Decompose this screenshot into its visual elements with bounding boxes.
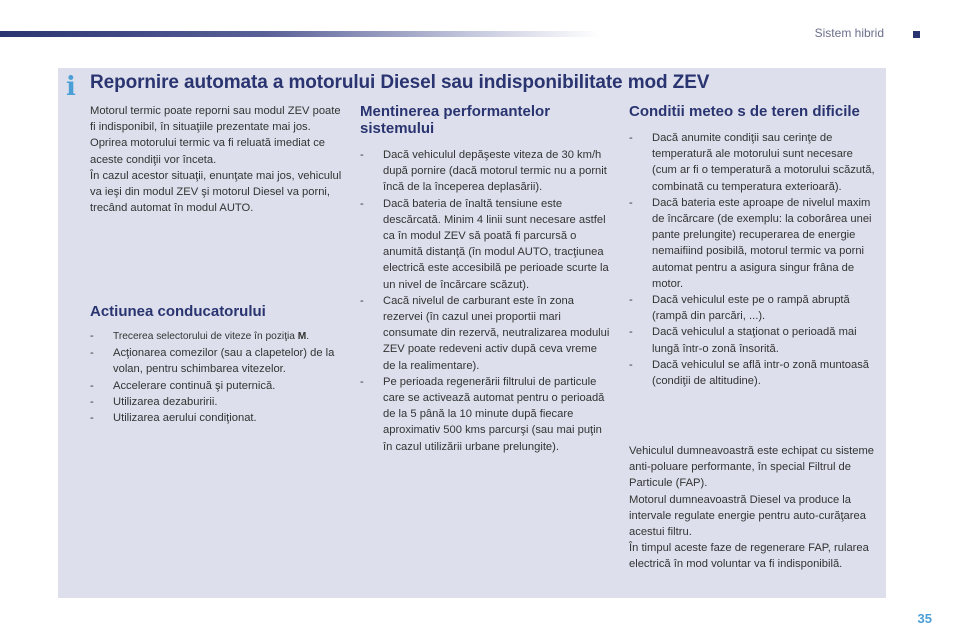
driver-action-section <box>90 303 346 426</box>
fap-paragraph-1: Vehiculul dumneavoastră este echipat cu sisteme anti-poluare performante, în special Filtrul de Particule (FAP). <box>629 445 875 490</box>
list-item: - Dacă bateria este aproape de nivelul maxim de încărcare (de exemplu: la coborârea unei pante prelungite) recuperarea de energie nemaifiind posibilă, motorul termic va porni automat pentru a asigura singur frâna de motor. <box>629 195 879 292</box>
weather-list <box>629 130 879 389</box>
list-item: - Accelerare continuă şi puternică. <box>90 378 346 394</box>
fap-note <box>629 443 879 573</box>
page-title: Repornire automata a motorului Diesel sau indisponibilitate mod ZEV <box>90 72 710 93</box>
intro-paragraph-3: În cazul acestor situaţii, enunţate mai jos, vehiculul va ieşi din modul ZEV şi motorul Diesel va porni, trecând automat în modul AUTO. <box>90 169 342 215</box>
performance-list <box>360 147 610 455</box>
performance-heading: Mentinerea performantelor sistemului <box>360 103 551 137</box>
list-item: - Acţionarea comezilor (sau a clapetelor) de la volan, pentru schimbarea vitezelor. <box>90 345 346 377</box>
list-item: - Dacă vehiculul se află intr-o zonă muntoasă (condiţii de altitudine). <box>629 357 879 389</box>
list-item: - Utilizarea aerului condiţionat. <box>90 410 346 426</box>
intro-column <box>90 103 346 216</box>
list-item: - Cacă nivelul de carburant este în zona rezervei (în cazul unei proportii mari consumate din rezervă, neutralizarea modului ZEV poate redeveni activ după ceva vreme de la realimentare). <box>360 293 610 374</box>
chapter-marker-square <box>913 31 920 38</box>
intro-paragraph-1: Motorul termic poate reporni sau modul ZEV poate fi indisponibil, în situaţiile prezentate mai jos. <box>90 105 341 134</box>
driver-action-heading: Actiunea conducatorului <box>90 303 266 320</box>
list-item: - Utilizarea dezaburirii. <box>90 394 346 410</box>
performance-section <box>360 103 610 455</box>
driver-action-list <box>90 328 346 426</box>
weather-heading: Conditii meteo s de teren dificile <box>629 103 860 120</box>
list-item: - Dacă vehiculul a staţionat o perioadă mai lungă într-o zonă însorită. <box>629 324 879 356</box>
list-item: - Dacă anumite condiţii sau cerinţe de temperatură ale motorului sunt necesare (cum ar fi o temperatură a motorului scăzută, combinată cu temperatura exterioară). <box>629 130 879 195</box>
intro-paragraph-2: Oprirea motorului termic va fi reluată imediat ce aceste condiţii vor înceta. <box>90 137 326 166</box>
weather-section <box>629 103 879 389</box>
list-item: - Dacă vehiculul este pe o rampă abruptă (rampă din parcări, ...). <box>629 292 879 324</box>
header-gradient-bar <box>0 31 600 37</box>
fap-paragraph-2: Motorul dumneavoastră Diesel va produce la intervale regulate energie pentru auto-curăţarea acestui filtru. <box>629 493 866 539</box>
list-item: - Dacă bateria de înaltă tensiune este descărcată. Minim 4 linii sunt necesare astfel ca în modul ZEV să poată fi parcursă o anumită distanţă (în modul AUTO, tracţiunea electrică este accesibilă pe perioade scurte la un nivel de încărcare scăzut). <box>360 196 610 293</box>
fap-paragraph-3: În timpul aceste faze de regenerare FAP, rularea electrică în mod voluntar va fi indisponibilă. <box>629 542 869 571</box>
list-item: - Dacă vehiculul depăşeste viteza de 30 km/h după pornire (dacă motorul termic nu a pornit încă de la începerea deplasării). <box>360 147 610 196</box>
page-number: 35 <box>917 611 932 626</box>
list-item: - Pe perioada regenerării filtrului de particule care se activează automat pentru o perioadă de la 5 până la 10 minute după fiecare aproximativ 500 kms parcurşi (sau mai puţin în cazul utilizării urbane prelungite). <box>360 374 610 455</box>
list-item: - Trecerea selectorului de viteze în poziţia M. <box>90 328 346 345</box>
chapter-title: Sistem hibrid <box>814 26 884 40</box>
info-icon: i <box>66 72 76 102</box>
